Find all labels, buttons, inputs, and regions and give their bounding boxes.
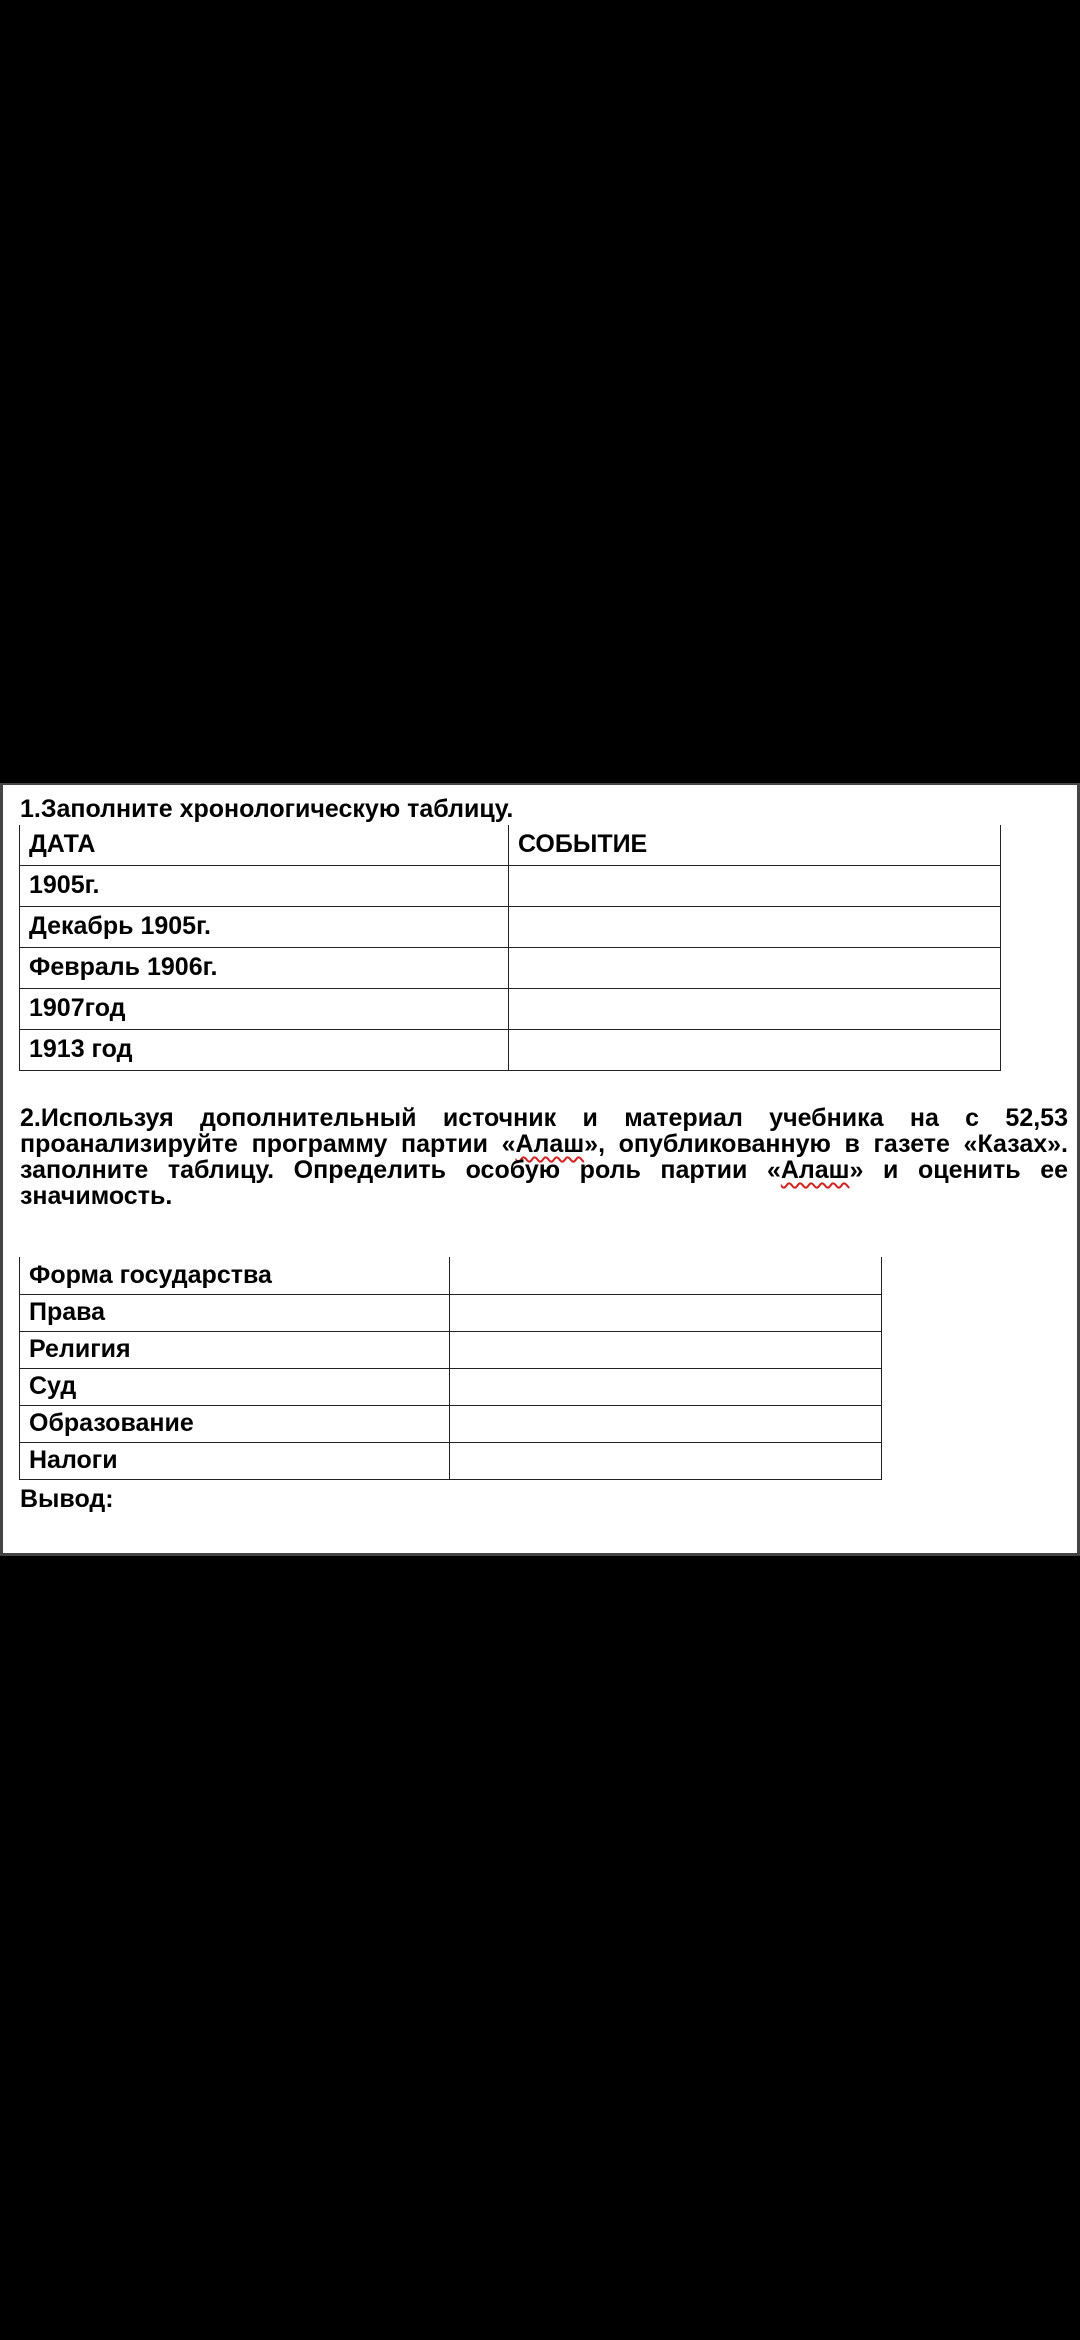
table-row (20, 1368, 882, 1405)
alash-program-table (19, 1257, 882, 1480)
chronology-table (19, 825, 1001, 1071)
aspect-cell: Образование (20, 1405, 450, 1442)
table-row (20, 865, 1001, 906)
table-row (20, 906, 1001, 947)
party-name-alash: Алаш (780, 1156, 850, 1184)
table-header-row (20, 825, 1001, 865)
task2-text-part1: 2.Используя дополнительный источник и материал учебника на с 52,53 проанализируйте программу партии « (20, 1104, 1068, 1158)
column-header-event: СОБЫТИЕ (509, 825, 1001, 865)
aspect-cell: Налоги (20, 1442, 450, 1479)
aspect-cell: Форма государства (20, 1257, 450, 1294)
table-row (20, 1331, 882, 1368)
date-cell: Декабрь 1905г. (20, 906, 509, 947)
table-row (20, 1442, 882, 1479)
date-cell: 1913 год (20, 1029, 509, 1070)
aspect-cell: Права (20, 1294, 450, 1331)
answer-cell[interactable] (450, 1368, 882, 1405)
event-cell[interactable] (509, 1029, 1001, 1070)
aspect-cell: Религия (20, 1331, 450, 1368)
table-row (20, 988, 1001, 1029)
table-row (20, 1257, 882, 1294)
party-name-alash: Алаш (515, 1130, 585, 1158)
answer-cell[interactable] (450, 1442, 882, 1479)
task1-heading: 1.Заполните хронологическую таблицу. (20, 795, 514, 823)
task2-instructions (20, 1105, 1068, 1209)
worksheet (0, 783, 1080, 1556)
answer-cell[interactable] (450, 1294, 882, 1331)
answer-cell[interactable] (450, 1257, 882, 1294)
answer-cell[interactable] (450, 1405, 882, 1442)
column-header-date: ДАТА (20, 825, 509, 865)
conclusion-label: Вывод: (20, 1485, 114, 1513)
date-cell: Февраль 1906г. (20, 947, 509, 988)
event-cell[interactable] (509, 947, 1001, 988)
table-row (20, 1029, 1001, 1070)
event-cell[interactable] (509, 906, 1001, 947)
task2-text-part3: » и оценить ее значимость. (20, 1156, 1068, 1210)
event-cell[interactable] (509, 988, 1001, 1029)
event-cell[interactable] (509, 865, 1001, 906)
date-cell: 1905г. (20, 865, 509, 906)
aspect-cell: Суд (20, 1368, 450, 1405)
date-cell: 1907год (20, 988, 509, 1029)
task2-text-part2: », опубликованную в газете «Казах». заполните таблицу. Определить особую роль партии « (20, 1130, 1068, 1184)
table-row (20, 947, 1001, 988)
table-row (20, 1294, 882, 1331)
table-row (20, 1405, 882, 1442)
answer-cell[interactable] (450, 1331, 882, 1368)
